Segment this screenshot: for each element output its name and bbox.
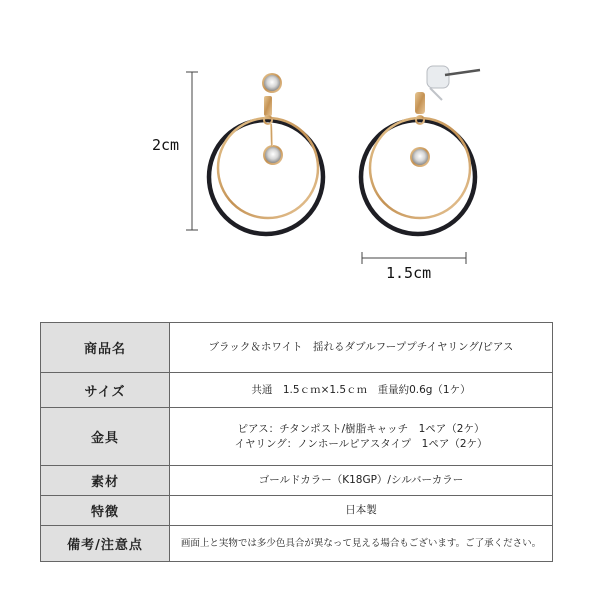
hardware-line-clip: イヤリング：ノンホールピアスタイプ 1ペア（2ケ） <box>234 437 488 450</box>
row-header-size: サイズ <box>41 373 170 408</box>
row-value-product-name: ブラック＆ホワイト 揺れるダブルフーププチイヤリング/ピアス <box>170 323 553 373</box>
earring-left <box>209 73 323 234</box>
row-value-size: 共通 1.5ｃｍ×1.5ｃｍ 重量約0.6g（1ケ） <box>170 373 553 408</box>
row-header-feature: 特徴 <box>41 496 170 526</box>
row-header-notes: 備考/注意点 <box>41 526 170 562</box>
row-value-notes: 画面上と実物では多少色具合が異なって見える場合もございます。ご了承ください。 <box>170 526 553 562</box>
row-value-material: ゴールドカラー（K18GP）/シルバーカラー <box>170 466 553 496</box>
table-row <box>41 408 553 466</box>
table-row <box>41 526 553 562</box>
height-dimension-line <box>186 72 198 230</box>
width-label: 1.5cm <box>386 264 432 282</box>
earring-right <box>361 66 480 234</box>
height-label: 2cm <box>152 136 180 154</box>
row-header-hardware: 金具 <box>41 408 170 466</box>
row-value-hardware <box>170 408 553 466</box>
width-dimension-line <box>362 252 466 264</box>
row-header-product-name: 商品名 <box>41 323 170 373</box>
table-row <box>41 373 553 408</box>
spec-table <box>40 322 553 562</box>
row-value-feature: 日本製 <box>170 496 553 526</box>
row-header-material: 素材 <box>41 466 170 496</box>
table-row <box>41 466 553 496</box>
table-row <box>41 496 553 526</box>
table-row <box>41 323 553 373</box>
hardware-line-pierced: ピアス：チタンポスト/樹脂キャッチ 1ペア（2ケ） <box>237 422 485 435</box>
